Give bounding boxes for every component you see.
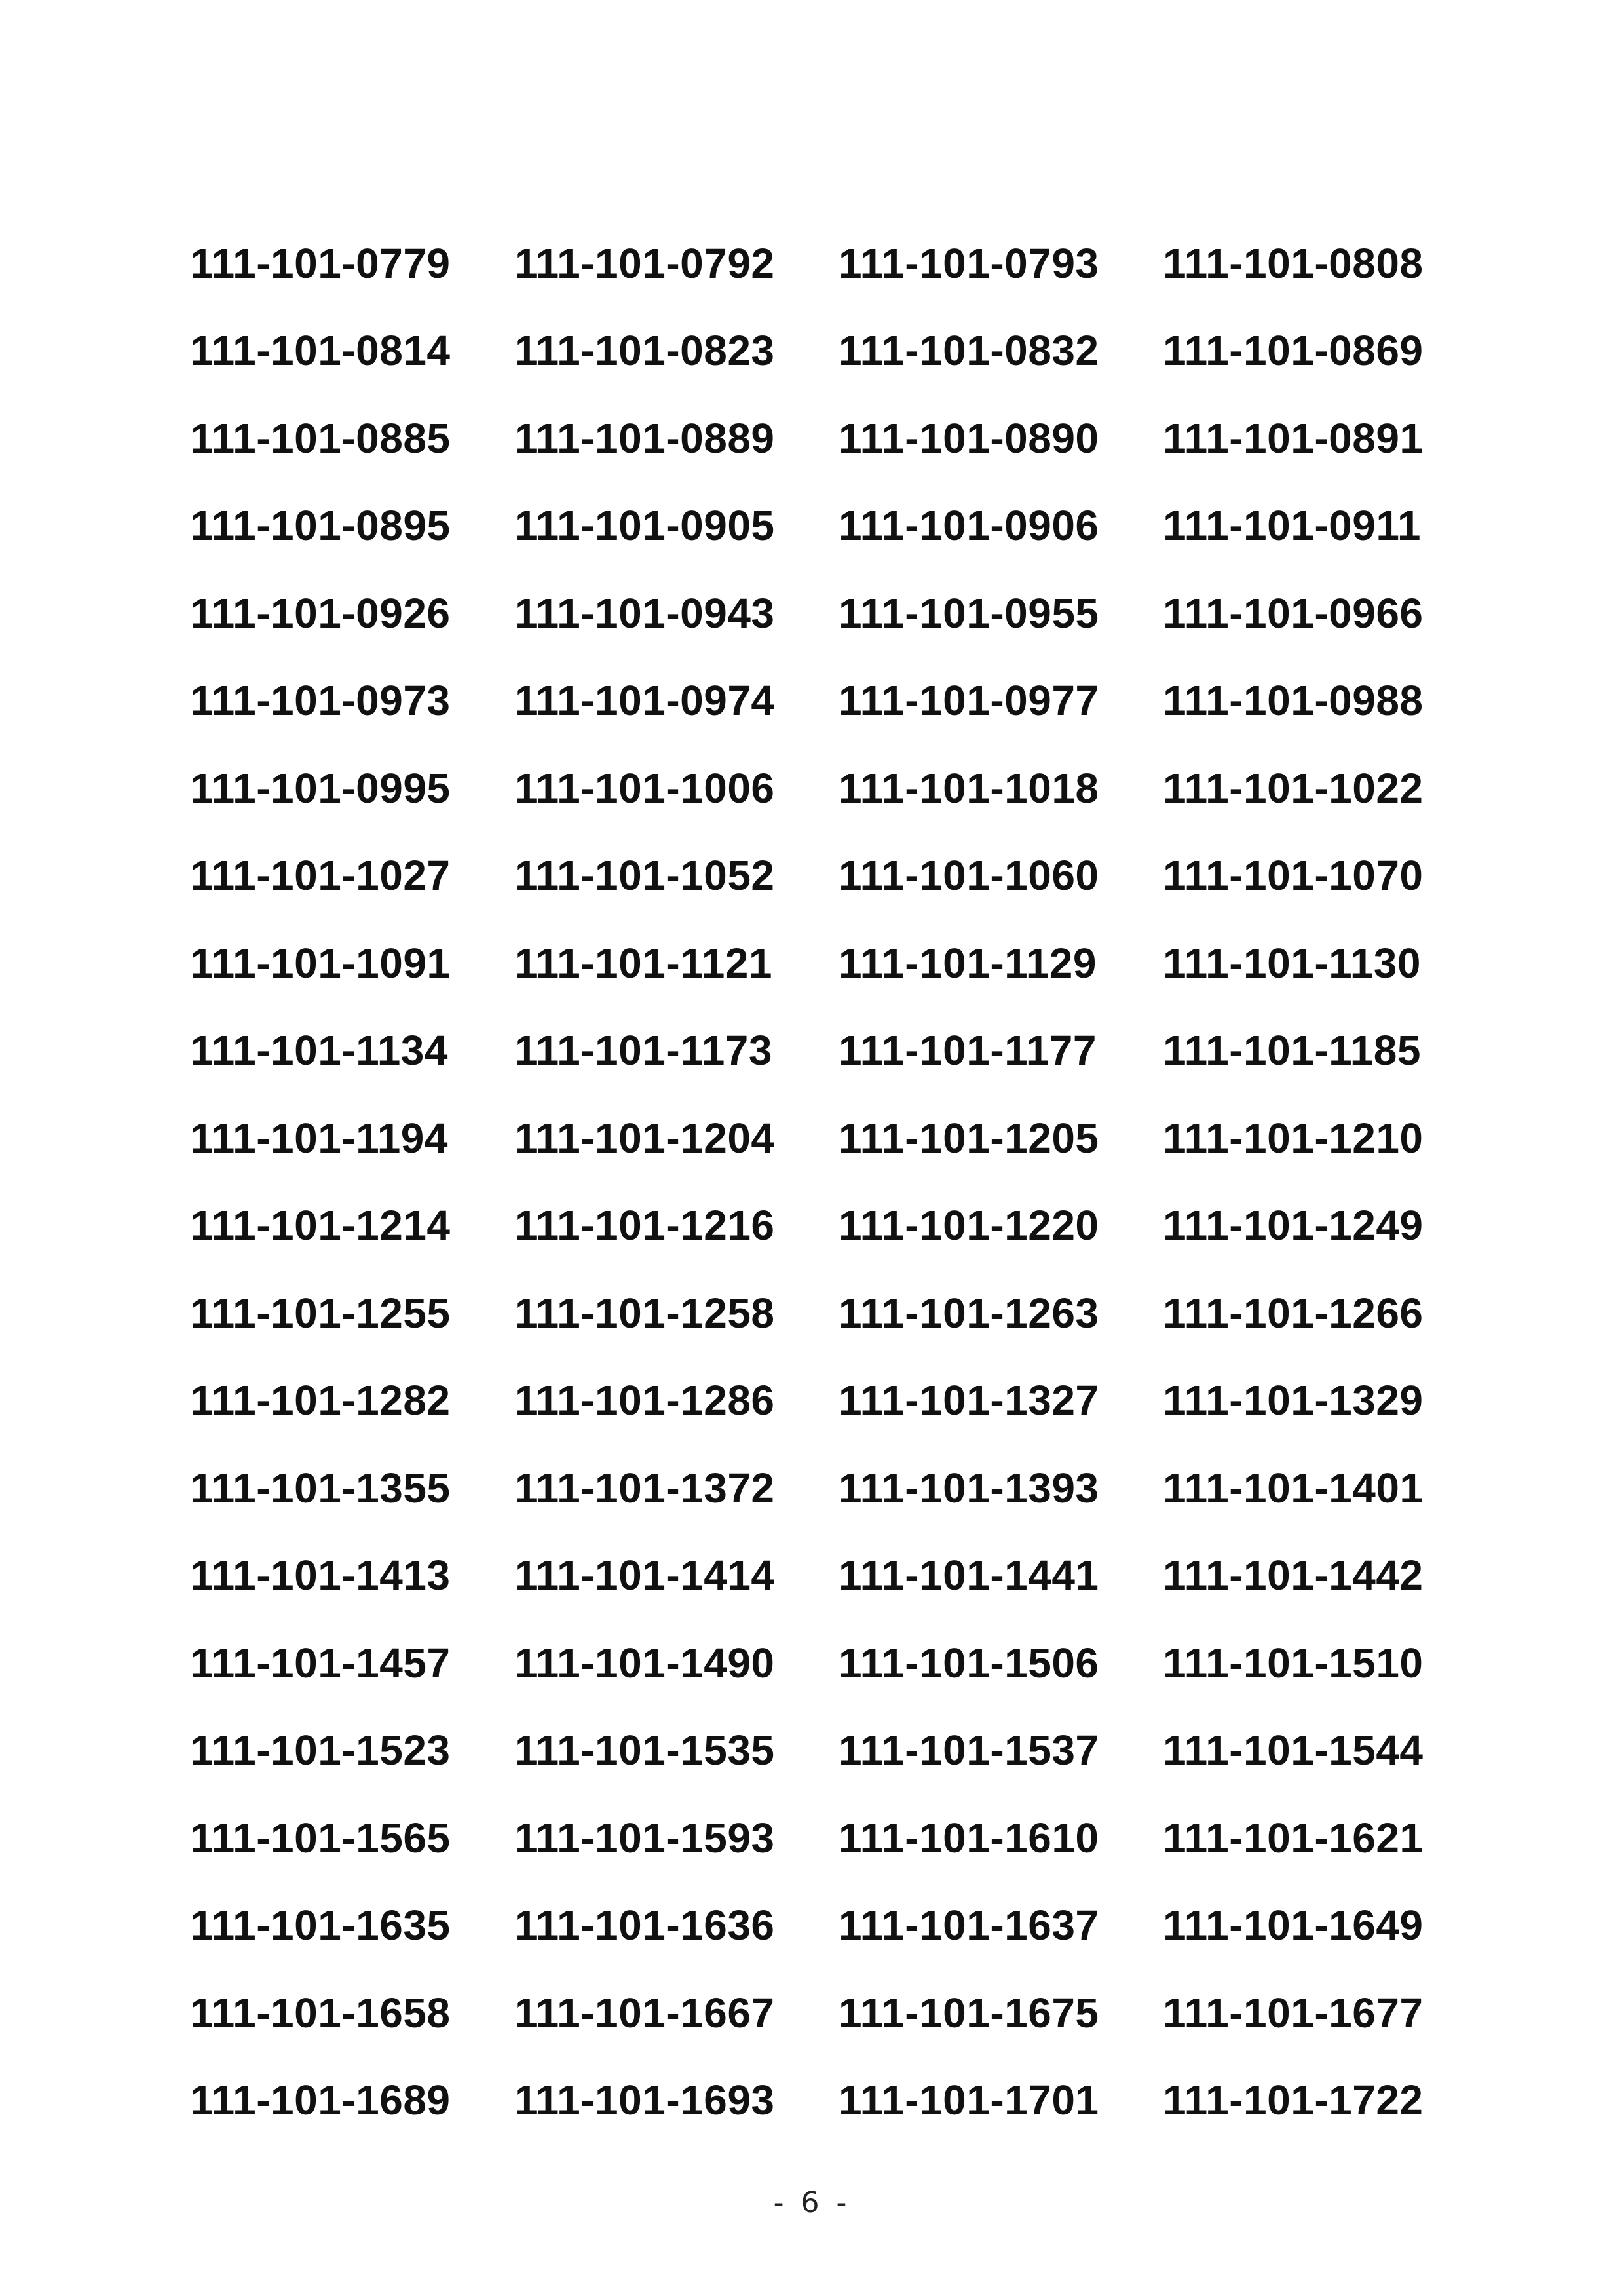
number-row — [190, 1882, 1487, 1970]
registration-number: 111-101-1327 — [839, 1377, 1099, 1425]
registration-number: 111-101-1490 — [514, 1639, 775, 1687]
registration-number: 111-101-0832 — [839, 327, 1099, 375]
number-row — [190, 1094, 1487, 1182]
registration-number: 111-101-1121 — [514, 939, 772, 987]
number-row — [190, 1357, 1487, 1445]
number-grid — [190, 220, 1487, 2144]
registration-number: 111-101-1565 — [190, 1814, 451, 1862]
registration-number: 111-101-1544 — [1163, 1727, 1424, 1774]
registration-number: 111-101-1091 — [190, 939, 451, 987]
registration-number: 111-101-1635 — [190, 1902, 451, 1949]
registration-number: 111-101-1610 — [839, 1814, 1099, 1862]
number-row — [190, 1619, 1487, 1707]
registration-number: 111-101-1210 — [1163, 1114, 1424, 1162]
registration-number: 111-101-1506 — [839, 1639, 1099, 1687]
registration-number: 111-101-1401 — [1163, 1464, 1424, 1512]
registration-number: 111-101-1677 — [1163, 1989, 1424, 2037]
registration-number: 111-101-1637 — [839, 1902, 1099, 1949]
registration-number: 111-101-1018 — [839, 764, 1099, 812]
number-row — [190, 1707, 1487, 1795]
registration-number: 111-101-1510 — [1163, 1639, 1424, 1687]
registration-number: 111-101-0977 — [839, 677, 1099, 725]
number-row — [190, 832, 1487, 920]
registration-number: 111-101-1649 — [1163, 1902, 1424, 1949]
registration-number: 111-101-0995 — [190, 764, 451, 812]
registration-number: 111-101-1052 — [514, 852, 775, 900]
registration-number: 111-101-1355 — [190, 1464, 451, 1512]
registration-number: 111-101-1457 — [190, 1639, 451, 1687]
number-row — [190, 1269, 1487, 1357]
registration-number: 111-101-0793 — [839, 239, 1099, 287]
registration-number: 111-101-1173 — [514, 1027, 772, 1075]
registration-number: 111-101-1204 — [514, 1114, 775, 1162]
registration-number: 111-101-0955 — [839, 589, 1099, 637]
page-number: - 6 - — [773, 2186, 851, 2219]
number-row — [190, 394, 1487, 482]
registration-number: 111-101-0906 — [839, 502, 1099, 550]
registration-number: 111-101-0974 — [514, 677, 775, 725]
registration-number: 111-101-1621 — [1163, 1814, 1424, 1862]
number-row — [190, 1182, 1487, 1270]
registration-number: 111-101-1134 — [190, 1027, 448, 1075]
registration-number: 111-101-0823 — [514, 327, 775, 375]
registration-number: 111-101-1258 — [514, 1289, 775, 1337]
registration-number: 111-101-0943 — [514, 589, 775, 637]
registration-number: 111-101-1060 — [839, 852, 1099, 900]
registration-number: 111-101-0973 — [190, 677, 451, 725]
registration-number: 111-101-0895 — [190, 502, 451, 550]
number-row — [190, 2057, 1487, 2145]
number-row — [190, 307, 1487, 395]
registration-number: 111-101-1194 — [190, 1114, 448, 1162]
registration-number: 111-101-1070 — [1163, 852, 1424, 900]
registration-number: 111-101-0808 — [1163, 239, 1424, 287]
registration-number: 111-101-0779 — [190, 239, 451, 287]
registration-number: 111-101-1593 — [514, 1814, 775, 1862]
registration-number: 111-101-0926 — [190, 589, 451, 637]
registration-number: 111-101-1636 — [514, 1902, 775, 1949]
registration-number: 111-101-1658 — [190, 1989, 451, 2037]
registration-number: 111-101-1535 — [514, 1727, 775, 1774]
registration-number: 111-101-1022 — [1163, 764, 1424, 812]
registration-number: 111-101-0814 — [190, 327, 451, 375]
registration-number: 111-101-1675 — [839, 1989, 1099, 2037]
registration-number: 111-101-1006 — [514, 764, 775, 812]
registration-number: 111-101-1130 — [1163, 939, 1421, 987]
registration-number: 111-101-0885 — [190, 414, 451, 462]
registration-number: 111-101-0889 — [514, 414, 775, 462]
registration-number: 111-101-1255 — [190, 1289, 451, 1337]
registration-number: 111-101-1667 — [514, 1989, 775, 2037]
registration-number: 111-101-1263 — [839, 1289, 1099, 1337]
registration-number: 111-101-0869 — [1163, 327, 1424, 375]
registration-number: 111-101-0905 — [514, 502, 775, 550]
number-row — [190, 1794, 1487, 1882]
registration-number: 111-101-1372 — [514, 1464, 775, 1512]
number-row — [190, 220, 1487, 307]
registration-number: 111-101-1523 — [190, 1727, 451, 1774]
number-row — [190, 657, 1487, 745]
number-row — [190, 569, 1487, 657]
registration-number: 111-101-1220 — [839, 1202, 1099, 1250]
registration-number: 111-101-1701 — [839, 2076, 1099, 2124]
registration-number: 111-101-0988 — [1163, 677, 1424, 725]
registration-number: 111-101-1693 — [514, 2076, 775, 2124]
registration-number: 111-101-1689 — [190, 2076, 451, 2124]
registration-number: 111-101-1282 — [190, 1377, 451, 1425]
registration-number: 111-101-1205 — [839, 1114, 1099, 1162]
registration-number: 111-101-1286 — [514, 1377, 775, 1425]
registration-number: 111-101-1249 — [1163, 1202, 1424, 1250]
registration-number: 111-101-1442 — [1163, 1552, 1424, 1599]
registration-number: 111-101-1216 — [514, 1202, 775, 1250]
registration-number: 111-101-1722 — [1163, 2076, 1424, 2124]
number-row — [190, 919, 1487, 1007]
registration-number: 111-101-1329 — [1163, 1377, 1424, 1425]
registration-number: 111-101-1414 — [514, 1552, 775, 1599]
registration-number: 111-101-1214 — [190, 1202, 451, 1250]
registration-number: 111-101-1537 — [839, 1727, 1099, 1774]
registration-number: 111-101-0890 — [839, 414, 1099, 462]
registration-number: 111-101-0891 — [1163, 414, 1424, 462]
registration-number: 111-101-0966 — [1163, 589, 1424, 637]
registration-number: 111-101-1177 — [839, 1027, 1097, 1075]
registration-number: 111-101-1129 — [839, 939, 1097, 987]
number-row — [190, 1532, 1487, 1620]
registration-number: 111-101-1266 — [1163, 1289, 1424, 1337]
registration-number: 111-101-1027 — [190, 852, 451, 900]
number-row — [190, 1007, 1487, 1095]
number-row — [190, 482, 1487, 570]
registration-number: 111-101-0792 — [514, 239, 775, 287]
registration-number: 111-101-1185 — [1163, 1027, 1421, 1075]
registration-number: 111-101-1413 — [190, 1552, 451, 1599]
number-row — [190, 1969, 1487, 2057]
registration-number: 111-101-1441 — [839, 1552, 1099, 1599]
registration-number: 111-101-1393 — [839, 1464, 1099, 1512]
number-row — [190, 744, 1487, 832]
number-row — [190, 1444, 1487, 1532]
registration-number: 111-101-0911 — [1163, 502, 1421, 550]
